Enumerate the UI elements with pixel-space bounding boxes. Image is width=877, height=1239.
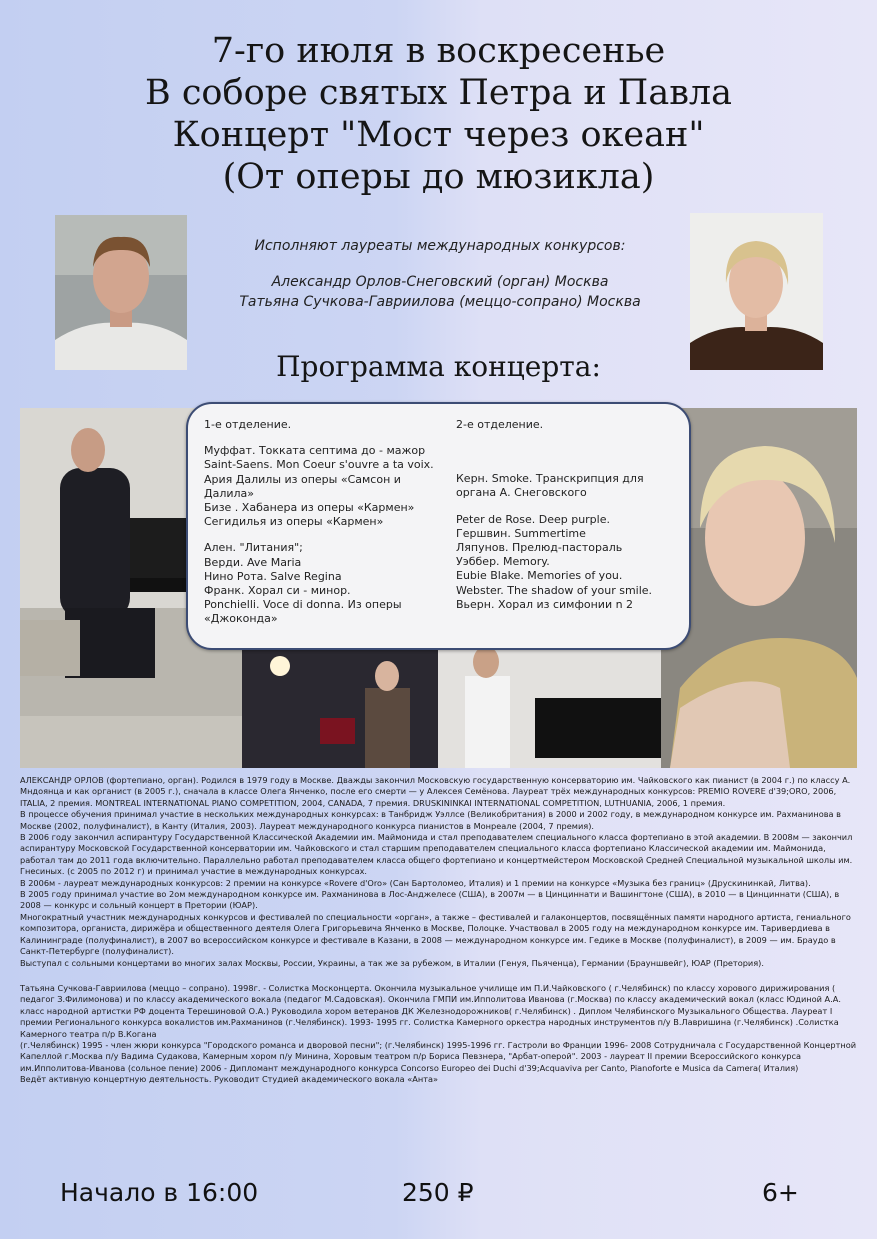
poster-title (0, 30, 877, 198)
part1-item: Saint-Saens. Mon Coeur s'ouvre a ta voix. Ария Далилы из оперы «Самсон и Далила» (204, 458, 434, 500)
bio-suchkova-paragraph: Татьяна Сучкова-Гавриилова (меццо – сопрано). 1998г. - Солистка Москонцерта. Окончила музыкальное училище им П.И.Чайковского ( г.Челябинск) по классу хорового дирижирования ( педагог З.Филимонова) и по классу академического вокала (педагог М.Садовская). Окончила ГМПИ им.Ипполитова Иванова (г.Москва) по классу академический вокал (класс Юдиной А.А. класс народной артистки РФ доцента Терешиновой О.А.) Руководила хором ветеранов ДК Железнодорожников( г.Челябинск) . Диплом Челябинского Музыкального Общества. Лауреат I премии Регионального конкурса вокалистов им.Рахманинов (г.Челябинск). 1993- 1995 гг. Солистка Камерного оркестра народных инструментов п/у В.Лавришина (г.Челябинск) .Солистка Камерного театра п/р В.Когана (20, 982, 841, 1039)
performers-block (190, 236, 690, 312)
part2-label: 2-е отделение. (456, 418, 544, 431)
title-line-concert: Концерт "Мост через океан" (172, 115, 705, 155)
bio-orlov-paragraph: В 2006м - лауреат международных конкурсов: 2 премии на конкурсе «Rovere d'Oro» (Сан Бартоломео, Италия) и 1 премии на конкурсе «Музыка без границ» (Друскининкай, Литва). (20, 877, 811, 888)
performer-orlov: Александр Орлов-Снеговский (орган) Москва (271, 274, 609, 290)
part1-item: Верди. Ave Maria (204, 555, 302, 569)
performers-intro: Исполняют лауреаты международных конкурсов: (254, 238, 626, 254)
part1-item: Франк. Хорал си - минор. (204, 584, 351, 598)
portrait-orlov (55, 215, 187, 370)
biographies (20, 775, 858, 1086)
bio-orlov-paragraph: В процессе обучения принимал участие в нескольких международных конкурсах: в Танбридж Уэллсе (Великобритания) в 2000 и 2002 году, в международном конкурсе им. Рахманинова в Москве (2002, полуфиналист), в Кантy (Италия, 2003). Лауреат международного конкурса пианистов в Монреале (2004, 7 премия). (20, 809, 841, 831)
bio-orlov-paragraph: В 2006 году закончил аспирантуру Государственной Классической Академии им. Маймонида и стал преподавателем специального класса фортепиано в этой академии. В 2008м — закончил аспирантуру Московской Государственной консерватории им. Чайковского и стал старшим преподавателем специального класса фортепиано Классической академии им. Маймонида, работал там до 2011 года включительно. Параллельно работал преподавателем класса общего фортепиано и концертмейстером Московской Средней Специальной музыкальной школы им. Гнесиных. (с 2005 по 2012 г) и принимал участие в международных конкурсах. (20, 832, 853, 877)
part1-item: Нино Рота. Salve Regina (204, 569, 342, 583)
part2-item: Eubie Blake. Memories of you. (456, 569, 623, 583)
bio-suchkova-paragraph: Ведёт активную концертную деятельность. Руководит Студией академического вокала «Анта» (20, 1074, 439, 1085)
bio-suchkova-paragraph: (г.Челябинск) 1995 - член жюри конкурса "Городского романса и дворовой песни"; (г.Челябинск) 1995-1996 гг. Гастроли во Франции 1996- 2008 Сотрудничала с Государственной Концертной Капеллой г.Москва п/у Вадима Судакова, Камерным хором п/у Минина, Хоровым театром п/р Бориса Певзнера, "Арбат-оперой". 2003 - лауреат II премии Всероссийского конкурса им.Ипполитова-Иванова (сольное пение) 2006 - Дипломант международного конкурса Concorso Europeo dei Duchi d'39;Acquaviva per Canto, Pianoforte e Musica da Camera( Италия) (20, 1039, 857, 1073)
footer-info (0, 1178, 877, 1218)
portrait-suchkova-image (690, 213, 823, 370)
part2-item: Гершвин. Summertime (456, 526, 586, 540)
program-part1 (204, 418, 440, 627)
program-part2 (456, 418, 681, 612)
ticket-price: 250 ₽ (402, 1178, 474, 1207)
part2-item: Ляпунов. Прелюд-пастораль (456, 541, 623, 555)
part2-item: Peter de Rose. Deep purple. (456, 512, 610, 526)
part2-item: Уэббер. Memory. (456, 555, 550, 569)
program-box (186, 402, 691, 650)
bio-orlov-paragraph: В 2005 году принимал участие во 2ом международном конкурсе им. Рахманинова в Лос-Анджелесе (США), в 2007м — в Цинциннати и Вашингтоне (США), в 2010 — в Цинциннати (США), в 2008 — конкурс и сольный концерт в Претории (ЮАР). (20, 889, 840, 911)
age-rating: 6+ (762, 1178, 799, 1207)
title-line-date: 7-го июля в воскресенье (211, 31, 666, 71)
part1-item: Муффат. Токката септима до - мажор (204, 444, 426, 458)
portrait-suchkova (690, 213, 823, 370)
part1-label: 1-е отделение. (204, 418, 292, 431)
part2-item: Керн. Smoke. Транскрипция для органа А. Снеговского (456, 472, 644, 500)
title-line-subtitle: (От оперы до мюзикла) (222, 157, 655, 197)
title-line-venue: В соборе святых Петра и Павла (144, 73, 733, 113)
program-heading: Программа концерта: (276, 350, 601, 383)
portrait-orlov-image (55, 215, 187, 370)
part2-item: Вьерн. Хорал из симфонии n 2 (456, 597, 634, 611)
start-time: Начало в 16:00 (60, 1178, 259, 1207)
bio-orlov-paragraph: Выступал с сольными концертами во многих залах Москвы, России, Украины, а так же за рубежом, в Италии (Генуя, Пьяченца), Германии (Брауншвейг), ЮАР (Претория). (20, 957, 764, 968)
part1-item: Сегидилья из оперы «Кармен» (204, 515, 384, 529)
part2-item: Webster. The shadow of your smile. (456, 583, 653, 597)
bio-orlov-paragraph: Многократный участник международных конкурсов и фестивалей по специальности «орган», а также – фестивалей и галаконцертов, посвящённых памяти народного артиста, гениального композитора, органиста, дирижёра и общественного деятеля Олега Григорьевича Янченко в Москве, Полоцке. Участвовал в 2005 году на международном конкурсе им. Таривердиева в Калининграде (полуфиналист), в 2007 во всероссийском конкурсе и фестивале в Казани, в 2008 — международном конкурсе им. Гедике в Москве (полуфиналист), в 2009 — им. Браудо в Санкт-Петербурге (полуфиналист). (20, 911, 851, 957)
part1-item: Ален. "Литания"; (204, 541, 303, 555)
part1-item: Ponchielli. Voce di donna. Из оперы «Джоконда» (204, 598, 402, 626)
bio-orlov-paragraph: АЛЕКСАНДР ОРЛОВ (фортепиано, орган). Родился в 1979 году в Москве. Дважды закончил Московскую государственную консерваторию им. Чайковского как пианист (в 2004 г.) по классу А. Мндоянца и как органист (в 2005 г.), сначала в классе Олега Янченко, после его смерти — у Алексея Семёнова. Лауреат трёх международных конкурсов: PREMIO ROVERE d'39;ORO, 2006, ITALIA, 2 премия. MONTREAL INTERNATIONAL PIANO COMPETITION, 2004, CANADA, 7 премия. DRUSKININKAI INTERNATIONAL COMPETITION, LUTHUANIA, 2006, 1 премия. (20, 775, 851, 808)
performer-suchkova: Татьяна Сучкова-Гавриилова (меццо-сопрано) Москва (239, 294, 641, 310)
part1-item: Бизе . Хабанера из оперы «Кармен» (204, 501, 415, 515)
